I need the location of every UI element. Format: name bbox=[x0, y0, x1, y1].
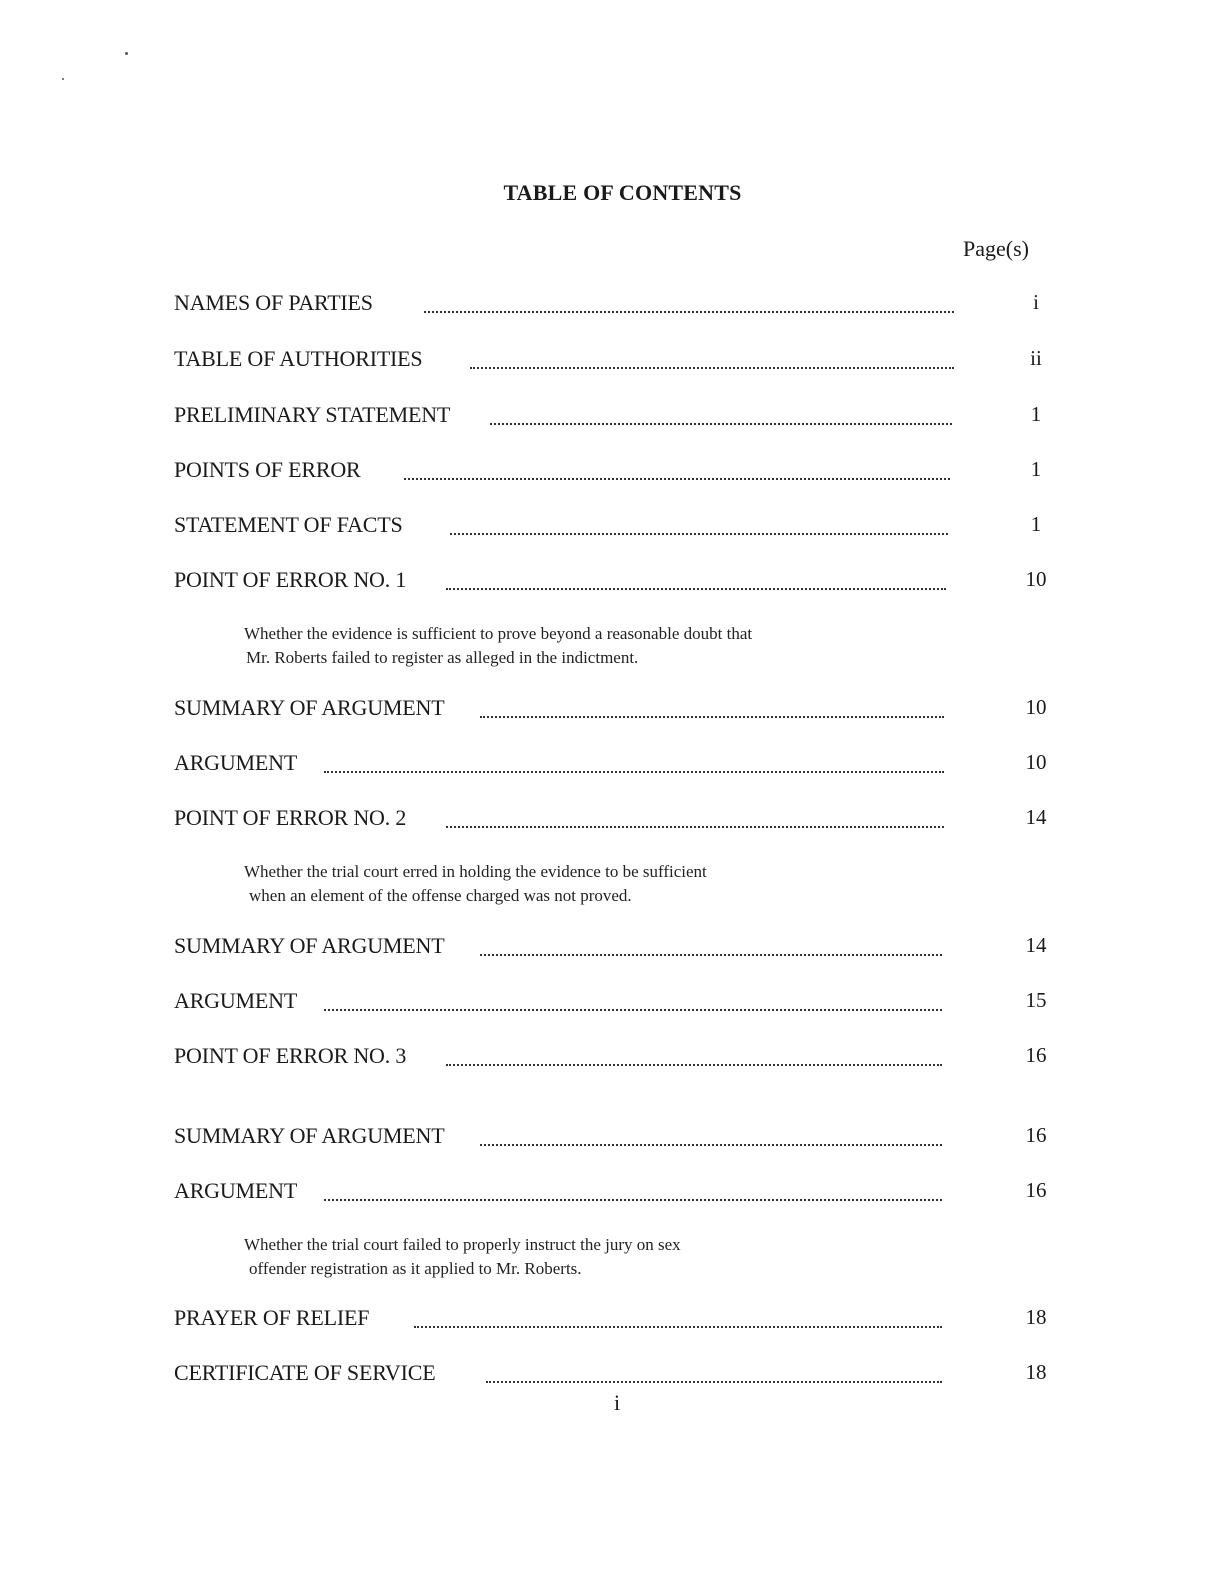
toc-entry bbox=[174, 695, 1064, 725]
toc-entry-page: ii bbox=[1030, 346, 1042, 370]
toc-entry-label: NAMES OF PARTIES bbox=[174, 290, 373, 315]
toc-entry-label: PRELIMINARY STATEMENT bbox=[174, 402, 451, 427]
toc-entry bbox=[174, 1178, 1064, 1208]
toc-entry-label: SUMMARY OF ARGUMENT bbox=[174, 933, 445, 958]
dot-leader bbox=[446, 1052, 942, 1066]
point-of-error-description bbox=[244, 1233, 681, 1281]
toc-entry bbox=[174, 567, 1064, 597]
toc-entry bbox=[174, 402, 1064, 432]
page-title: TABLE OF CONTENTS bbox=[503, 180, 742, 205]
toc-entry-page: 16 bbox=[1025, 1178, 1047, 1202]
toc-entry-page: 10 bbox=[1025, 695, 1047, 719]
toc-entry bbox=[174, 512, 1064, 542]
toc-entry-label: POINT OF ERROR NO. 2 bbox=[174, 805, 407, 830]
toc-entry bbox=[174, 988, 1064, 1018]
scan-speck bbox=[125, 52, 128, 55]
toc-entry bbox=[174, 290, 1064, 320]
toc-entry-page: 1 bbox=[1030, 402, 1042, 426]
dot-leader bbox=[324, 997, 942, 1011]
toc-entry-page: 14 bbox=[1025, 805, 1047, 829]
toc-entry-label: STATEMENT OF FACTS bbox=[174, 512, 403, 537]
toc-entry-label: PRAYER OF RELIEF bbox=[174, 1305, 370, 1330]
dot-leader bbox=[446, 814, 944, 828]
description-line: offender registration as it applied to Mr. Roberts. bbox=[249, 1259, 582, 1278]
toc-entry bbox=[174, 933, 1064, 963]
toc-entry-label: POINT OF ERROR NO. 1 bbox=[174, 567, 407, 592]
point-of-error-description bbox=[244, 622, 752, 670]
toc-entry bbox=[174, 1360, 1064, 1390]
toc-entry bbox=[174, 1123, 1064, 1153]
page-number: i bbox=[614, 1390, 621, 1415]
dot-leader bbox=[480, 1132, 942, 1146]
toc-entry-page: 18 bbox=[1025, 1305, 1047, 1329]
dot-leader bbox=[424, 299, 954, 313]
toc-entry-page: i bbox=[1033, 290, 1039, 314]
dot-leader bbox=[490, 411, 952, 425]
dot-leader bbox=[414, 1314, 942, 1328]
dot-leader bbox=[450, 521, 948, 535]
dot-leader bbox=[480, 942, 942, 956]
toc-entry-label: CERTIFICATE OF SERVICE bbox=[174, 1360, 436, 1385]
toc-entry-label: SUMMARY OF ARGUMENT bbox=[174, 1123, 445, 1148]
toc-entry bbox=[174, 750, 1064, 780]
toc-entry-label: ARGUMENT bbox=[174, 750, 298, 775]
toc-entry-page: 1 bbox=[1030, 457, 1042, 481]
description-line: Whether the evidence is sufficient to prove beyond a reasonable doubt that bbox=[244, 624, 753, 643]
dot-leader bbox=[480, 704, 944, 718]
toc-entry-page: 14 bbox=[1025, 933, 1047, 957]
description-line: Mr. Roberts failed to register as alleged in the indictment. bbox=[246, 648, 639, 667]
pages-column-header: Page(s) bbox=[963, 236, 1029, 261]
toc-entry bbox=[174, 1305, 1064, 1335]
dot-leader bbox=[404, 466, 950, 480]
toc-entry bbox=[174, 457, 1064, 487]
dot-leader bbox=[470, 355, 954, 369]
toc-entry-page: 15 bbox=[1025, 988, 1047, 1012]
toc-entry-label: SUMMARY OF ARGUMENT bbox=[174, 695, 445, 720]
toc-entry bbox=[174, 805, 1064, 835]
point-of-error-description bbox=[244, 860, 707, 908]
description-line: Whether the trial court erred in holding the evidence to be sufficient bbox=[244, 862, 707, 881]
toc-entry-page: 16 bbox=[1025, 1043, 1047, 1067]
scan-speck bbox=[62, 78, 64, 80]
dot-leader bbox=[486, 1369, 942, 1383]
toc-entry-page: 10 bbox=[1025, 750, 1047, 774]
toc-entry-page: 10 bbox=[1025, 567, 1047, 591]
toc-entry-label: TABLE OF AUTHORITIES bbox=[174, 346, 423, 371]
dot-leader bbox=[446, 576, 946, 590]
toc-entry bbox=[174, 346, 1064, 376]
dot-leader bbox=[324, 759, 944, 773]
toc-entry-label: ARGUMENT bbox=[174, 1178, 298, 1203]
toc-entry bbox=[174, 1043, 1064, 1073]
toc-entry-page: 18 bbox=[1025, 1360, 1047, 1384]
toc-entry-page: 1 bbox=[1030, 512, 1042, 536]
description-line: when an element of the offense charged was not proved. bbox=[249, 886, 632, 905]
dot-leader bbox=[324, 1187, 942, 1201]
description-line: Whether the trial court failed to properly instruct the jury on sex bbox=[244, 1235, 681, 1254]
toc-entry-page: 16 bbox=[1025, 1123, 1047, 1147]
toc-entry-label: POINT OF ERROR NO. 3 bbox=[174, 1043, 407, 1068]
toc-entry-label: ARGUMENT bbox=[174, 988, 298, 1013]
toc-entry-label: POINTS OF ERROR bbox=[174, 457, 361, 482]
